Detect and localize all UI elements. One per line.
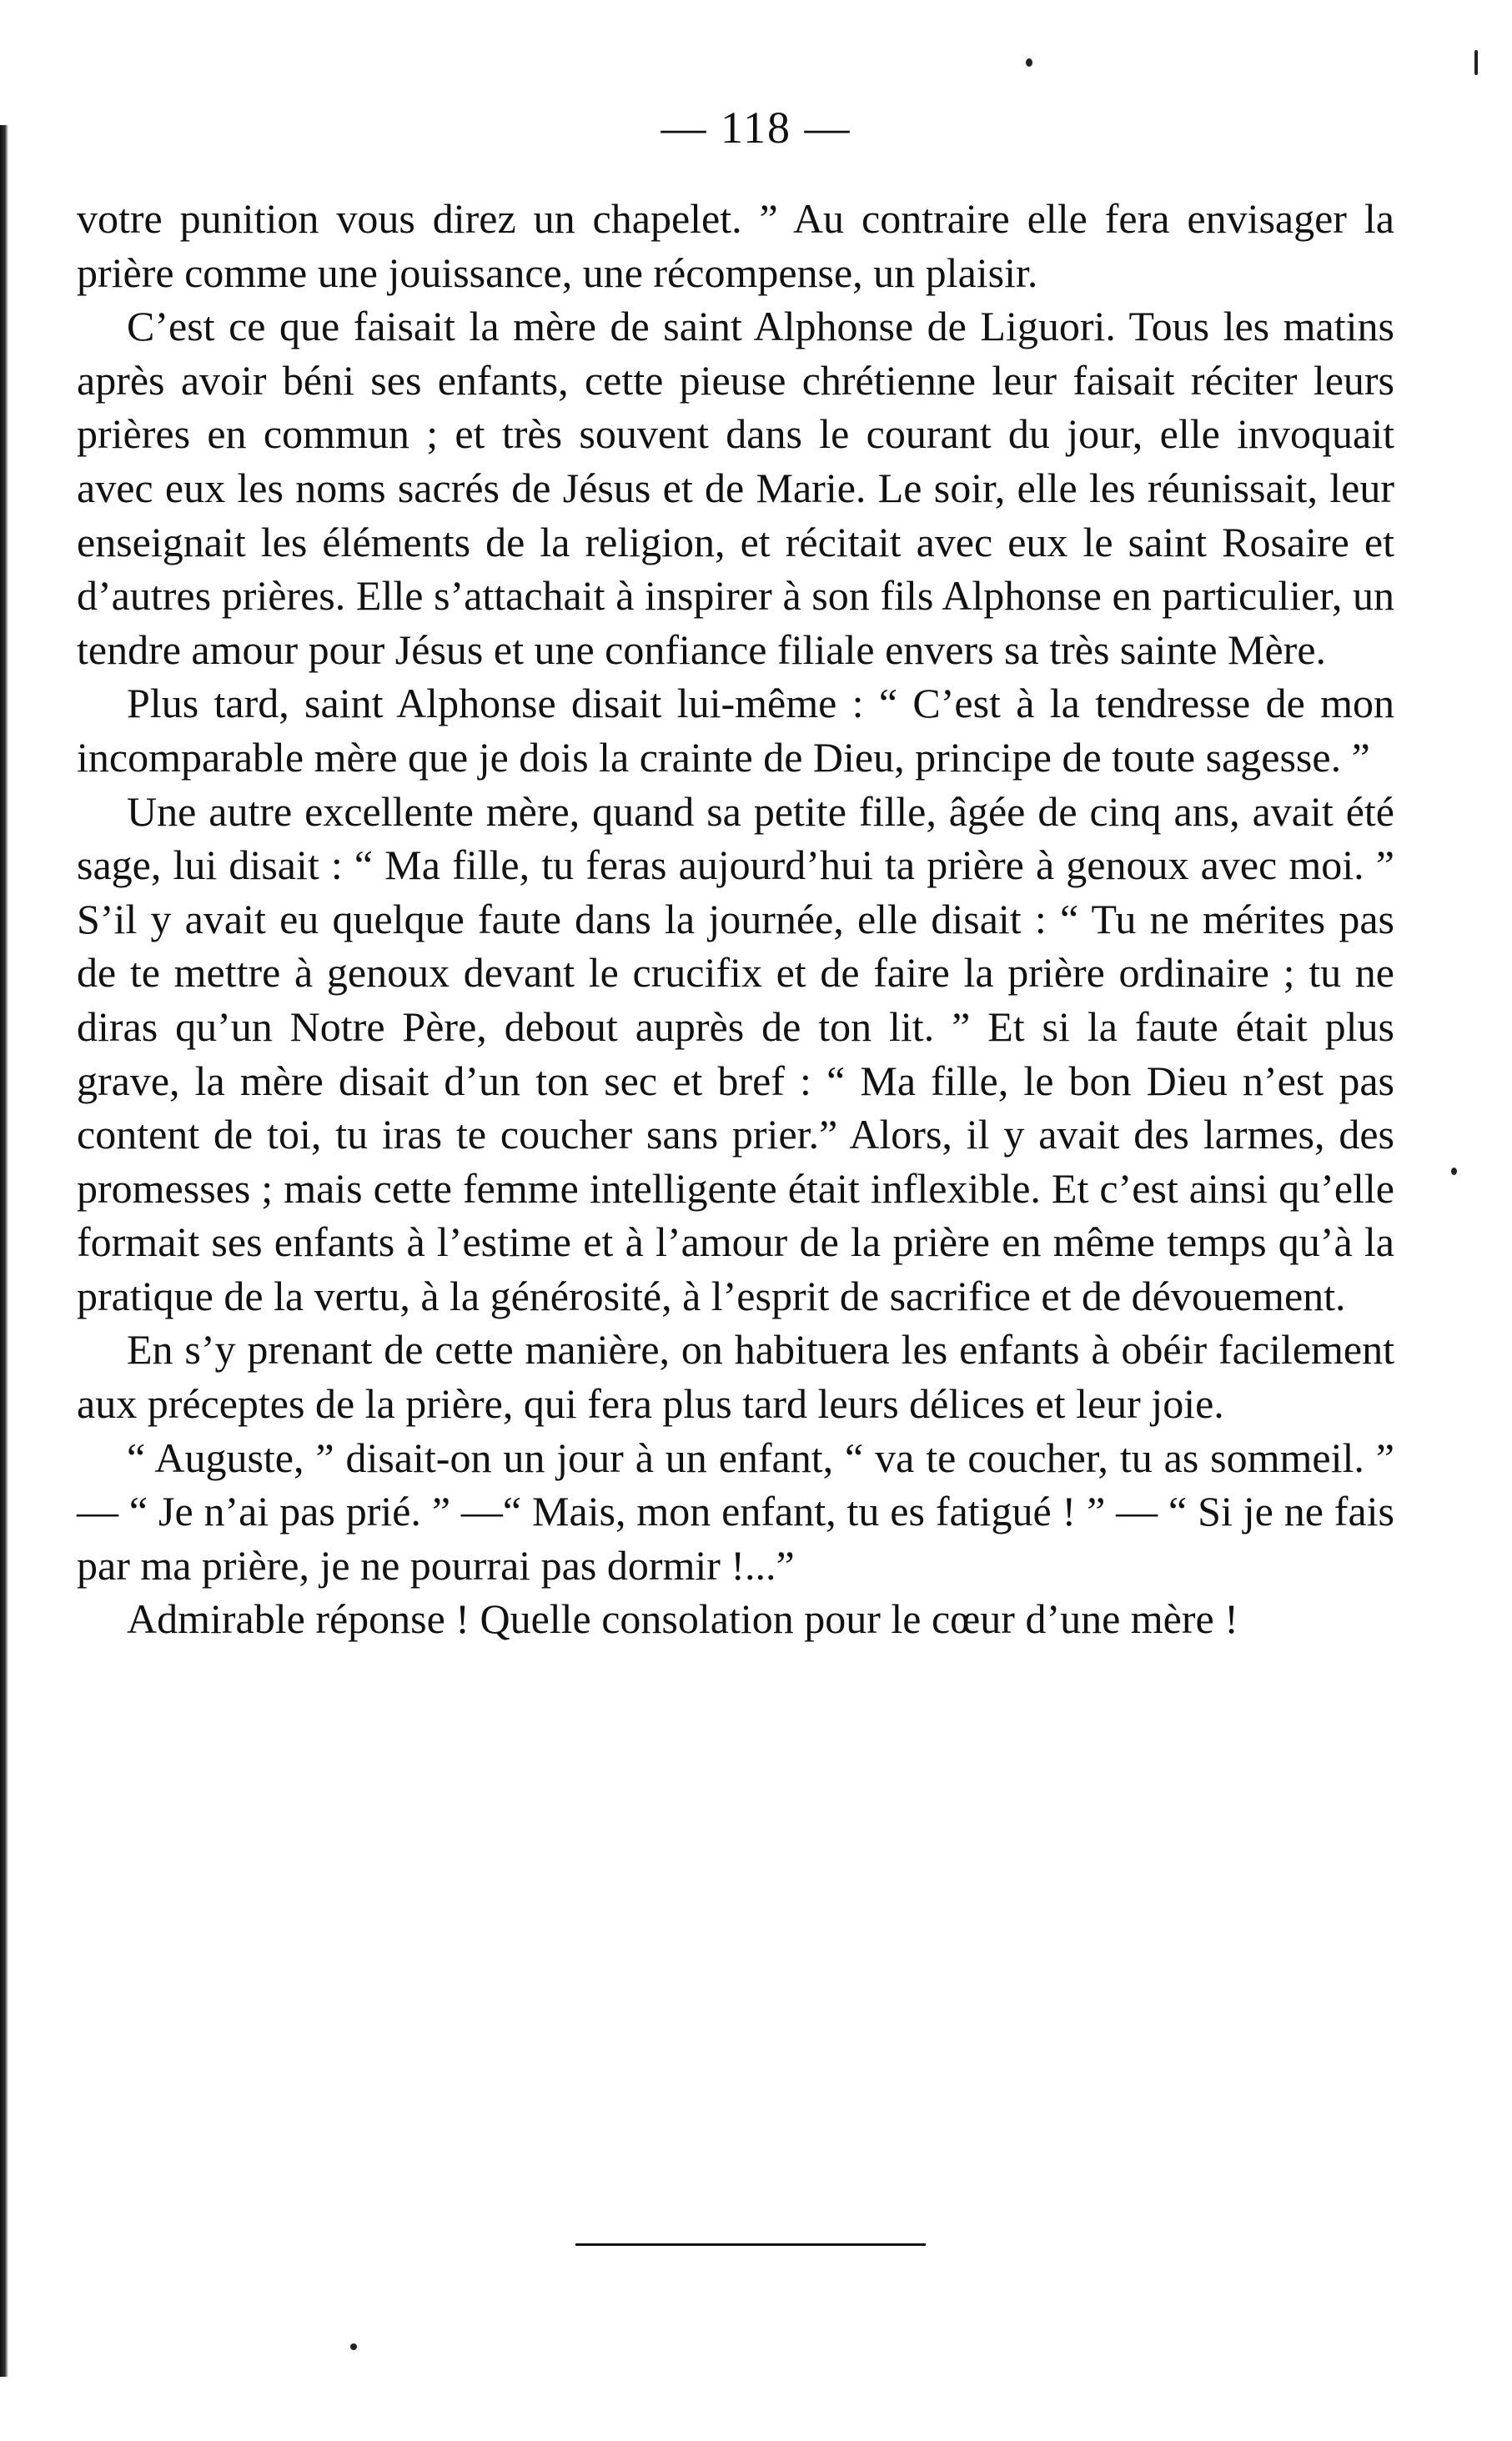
end-rule: [575, 2243, 926, 2246]
ink-speck: [1474, 50, 1478, 75]
paragraph-7: Admirable réponse ! Quelle consolation pour le cœur d’une mère !: [127, 1595, 1238, 1643]
binding-shadow: [0, 125, 8, 2377]
ink-speck: [1026, 58, 1032, 67]
paragraph-3: Plus tard, saint Alphonse disait lui-même : “ C’est à la tendresse de mon incomparable mère que je dois la crainte de Dieu, principe de toute sagesse. ”: [77, 680, 1394, 781]
ink-speck: [1451, 1168, 1457, 1175]
paragraph-4: Une autre excellente mère, quand sa petite fille, âgée de cinq ans, avait été sage, lui disait : “ Ma fille, tu feras aujourd’hui ta prière à genoux avec moi. ” S’il y avait eu quelque faute dans la journée, elle disait : “ Tu ne mérites pas de te mettre à genoux devant le crucifix et de faire la prière ordinaire ; tu ne diras qu’un Notre Père, debout auprès de ton lit. ” Et si la faute était plus grave, la mère disait d’un ton sec et bref : “ Ma fille, le bon Dieu n’est pas content de toi, tu iras te coucher sans prier.” Alors, il y avait des larmes, des promesses ; mais cette femme intelligente était inflexible. Et c’est ainsi qu’elle formait ses enfants à l’estime et à l’amour de la prière en même temps qu’à la pratique de la vertu, à la générosité, à l’esprit de sacrifice et de dévouement.: [77, 787, 1394, 1319]
body-text: [77, 192, 1394, 1646]
ink-speck: [350, 2343, 357, 2350]
paragraph-2: C’est ce que faisait la mère de saint Alphonse de Liguori. Tous les matins après avoir béni ses enfants, cette pieuse chrétienne leur faisait réciter leurs prières en commun ; et très souvent dans le courant du jour, elle invoquait avec eux les noms sacrés de Jésus et de Marie. Le soir, elle les réunissait, leur enseignait les éléments de la religion, et récitait avec eux le saint Rosaire et d’autres prières. Elle s’attachait à inspirer à son fils Alphonse en particulier, un tendre amour pour Jésus et une confiance filiale envers sa très sainte Mère.: [77, 303, 1394, 673]
paragraph-1: votre punition vous direz un chapelet. ” Au contraire elle fera envisager la prière comme une jouissance, une récompense, un plaisir.: [77, 195, 1394, 296]
paragraph-6: “ Auguste, ” disait-on un jour à un enfant, “ va te coucher, tu as sommeil. ” — “ Je n’ai pas prié. ” —“ Mais, mon enfant, tu es fatigué ! ” — “ Si je ne fais par ma prière, je ne pourrai pas dormir !...”: [77, 1434, 1394, 1589]
paragraph-5: En s’y prenant de cette manière, on habituera les enfants à obéir facilement aux préceptes de la prière, qui fera plus tard leurs délices et leur joie.: [77, 1326, 1394, 1428]
page-number: — 118 —: [661, 103, 851, 153]
